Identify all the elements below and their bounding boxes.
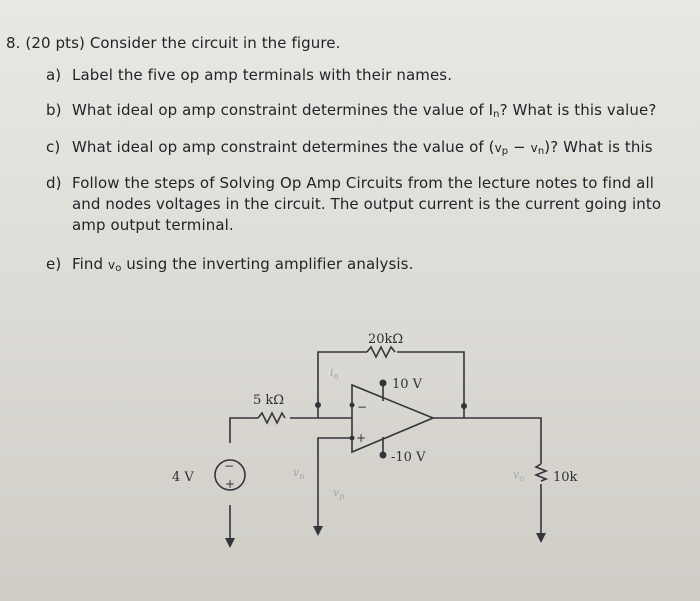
opamp-minus-sign: − (357, 400, 368, 414)
wire-output (433, 418, 541, 464)
input-resistor-label: 5 kΩ (253, 393, 285, 408)
load-resistor-zigzag (536, 464, 546, 481)
question-c-label: c) (46, 138, 61, 156)
question-c-mid: − (508, 138, 531, 156)
load-resistor-label: 10k (553, 470, 578, 485)
source-minus-sign: − (224, 459, 235, 473)
label-vo: $v_o$ (513, 468, 525, 483)
question-c-v1-sub: p (501, 146, 509, 157)
question-a-text: Label the five op amp terminals with their names. (72, 66, 453, 84)
negative-supply-label: -10 V (391, 450, 426, 465)
input-resistor-zigzag (258, 413, 285, 423)
wire-ground-noninv (318, 438, 352, 528)
label-vp: $v_p$ (333, 486, 345, 501)
label-in: $i_n$ (330, 366, 339, 381)
feedback-resistor-label: 20kΩ (368, 332, 404, 347)
question-c-v1: v (494, 141, 502, 155)
wire-feedback (318, 352, 464, 418)
source-plus-sign: + (225, 477, 236, 491)
ground-arrow-load (536, 533, 546, 543)
question-e-label: e) (46, 255, 62, 273)
question-a-label: a) (46, 66, 62, 84)
feedback-resistor-zigzag (367, 347, 395, 357)
node-neg-supply (380, 452, 387, 459)
question-e-text-1: Find (72, 255, 109, 273)
question-b-text-2: ? What is this value? (499, 101, 657, 119)
question-d-label: d) (46, 174, 62, 192)
question-c-v2-sub: n (537, 146, 545, 157)
node-noninv-input (350, 436, 355, 441)
question-b-text-1: What ideal op amp constraint determines the value of (72, 101, 489, 119)
source-voltage-label: 4 V (172, 470, 194, 485)
wire-source-top (230, 418, 258, 443)
question-e-v: v (108, 258, 116, 272)
positive-supply-label: 10 V (392, 377, 423, 392)
question-b-symbol-sub: n (493, 109, 500, 120)
question-e-v-sub: o (115, 263, 122, 274)
node-input (315, 402, 321, 408)
question-c-text-2: )? What is this (544, 138, 653, 156)
ground-arrow-noninv (313, 526, 323, 536)
question-e-text-2: using the inverting amplifier analysis. (121, 255, 414, 273)
node-inv-input (350, 403, 355, 408)
problem-header: 8. (20 pts) Consider the circuit in the figure. (6, 34, 341, 52)
question-b-symbol: I (488, 101, 494, 119)
ground-arrow-source (225, 538, 235, 548)
question-d-line-3: amp output terminal. (72, 216, 234, 234)
question-c-v2: v (530, 141, 538, 155)
question-d-line-2: and nodes voltages in the circuit. The output current is the current going into (72, 195, 662, 213)
question-d-line-1: Follow the steps of Solving Op Amp Circuits from the lecture notes to find all (72, 174, 654, 192)
opamp-plus-sign: + (356, 431, 367, 445)
node-pos-supply (380, 380, 387, 387)
question-c-text-1: What ideal op amp constraint determines the value of ( (72, 138, 495, 156)
question-b-label: b) (46, 101, 62, 119)
node-output (461, 403, 467, 409)
label-vn: $v_n$ (293, 466, 305, 481)
